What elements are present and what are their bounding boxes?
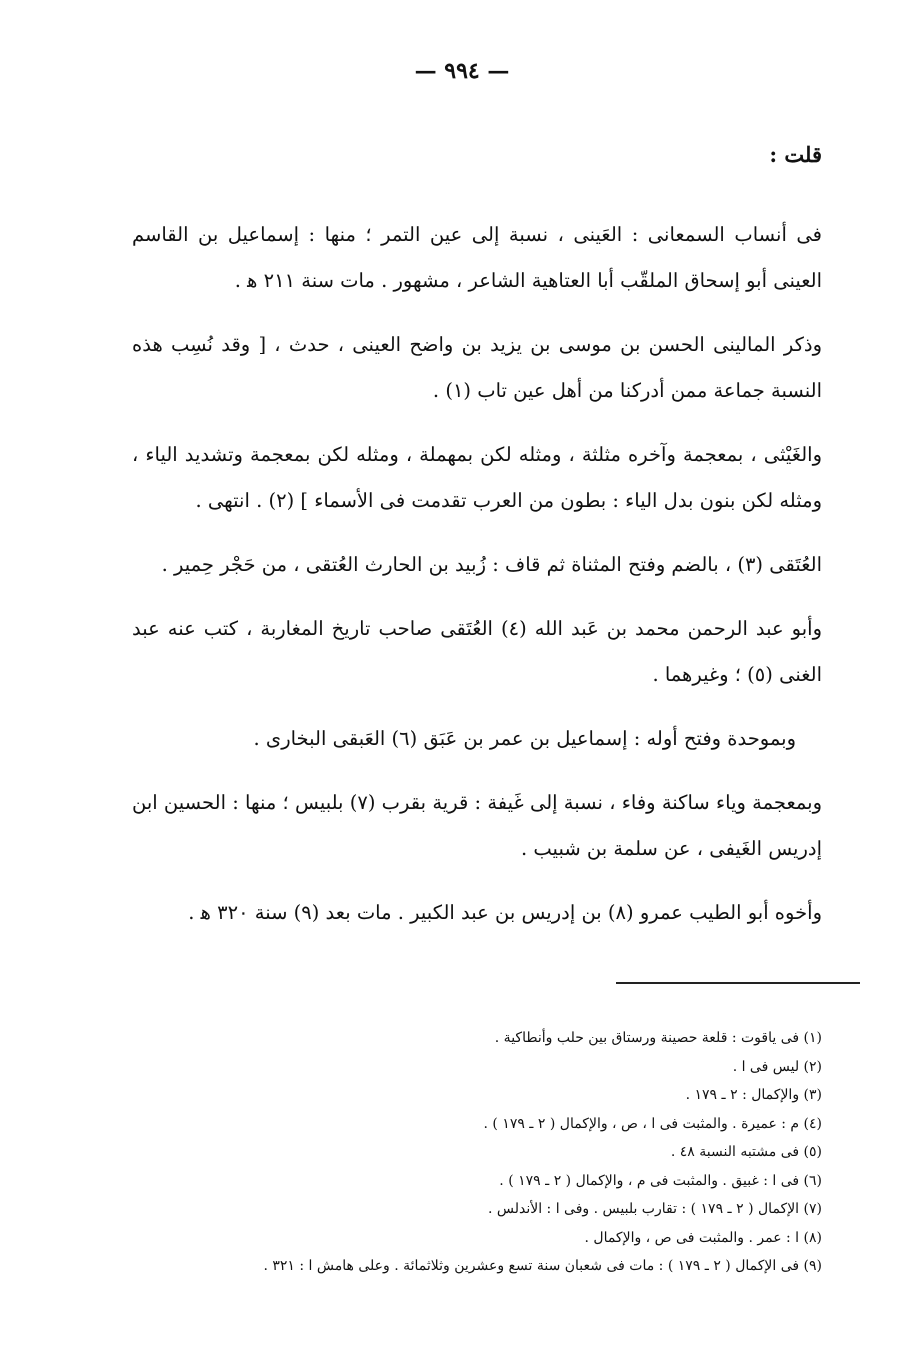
page-number: — ٩٩٤ — [414,58,510,84]
footnote-1: (١) فى ياقوت : قلعة حصينة ورستاق بين حلب وأنطاكية . [494,1030,822,1046]
footnote-divider [616,982,860,984]
paragraph-utaqi: العُتَقى (٣) ، بالضم وفتح المثناة ثم قاف : زُبيد بن الحارث العُتقى ، من حَجْر حِمير . [161,553,822,576]
paragraph-samani: فى أنساب السمعانى : العَينى ، نسبة إلى عين التمر ؛ منها : إسماعيل بن القاسم العينى أبو إسحاق الملقّب أبا العتاهية الشاعر ، مشهور . مات سنة ٢١١ ﻫ . [132,223,822,292]
body-text [132,212,822,954]
footnote-3: (٣) والإكمال : ٢ ـ ١٧٩ . [685,1087,822,1103]
section-heading: قلت : [769,142,822,167]
footnote-7: (٧) الإكمال ( ٢ ـ ١٧٩ ) : تقارب بلبيس . وفى ا : الأندلس . [487,1201,822,1217]
paragraph-abaqi: وبموحدة وفتح أوله : إسماعيل بن عمر بن عَبَق (٦) العَبقى البخارى . [253,727,796,750]
footnote-9: (٩) فى الإكمال ( ٢ ـ ١٧٩ ) : مات فى شعبان سنة تسع وعشرين وثلاثمائة . وعلى هامش ا : ٣٢١ . [263,1258,822,1274]
paragraph-ghayfi: وبمعجمة وياء ساكنة وفاء ، نسبة إلى غَيفة : قرية بقرب (٧) بلبيس ؛ منها : الحسين ابن إدريس الغَيفى ، عن سلمة بن شبيب . [132,791,822,860]
paragraph-abu-tayyib: وأخوه أبو الطيب عمرو (٨) بن إدريس بن عبد الكبير . مات بعد (٩) سنة ٣٢٠ ﻫ . [188,901,822,924]
footnote-6: (٦) فى ا : غبيق . والمثبت فى م ، والإكمال ( ٢ ـ ١٧٩ ) . [499,1172,822,1189]
footnote-8: (٨) ا : عمر . والمثبت فى ص ، والإكمال . [584,1229,822,1246]
footnote-4: (٤) م : عميرة . والمثبت فى ا ، ص ، والإكمال ( ٢ ـ ١٧٩ ) . [483,1115,822,1132]
footnote-5: (٥) فى مشتبه النسبة ٤٨ . [670,1144,822,1160]
paragraph-malini: وذكر المالينى الحسن بن موسى بن يزيد بن واضح العينى ، حدث ، [ وقد نُسِب هذه النسبة جماعة ممن أدركنا من أهل عين تاب (١) . [132,333,822,402]
paragraph-ghaythi: والغَيْثى ، بمعجمة وآخره مثلثة ، ومثله لكن بمهملة ، ومثله لكن بمعجمة وتشديد الياء ، ومثله لكن بنون بدل الياء : بطون من العرب تقدمت فى الأسماء ] (٢) . انتهى . [132,443,822,512]
footnotes [132,1024,822,1281]
footnote-2: (٢) ليس فى ا . [732,1058,822,1075]
paragraph-abu-abd-rahman: وأبو عبد الرحمن محمد بن عَبد الله (٤) العُتَقى صاحب تاريخ المغاربة ، كتب عنه عبد الغنى (٥) ؛ وغيرهما . [132,617,822,686]
